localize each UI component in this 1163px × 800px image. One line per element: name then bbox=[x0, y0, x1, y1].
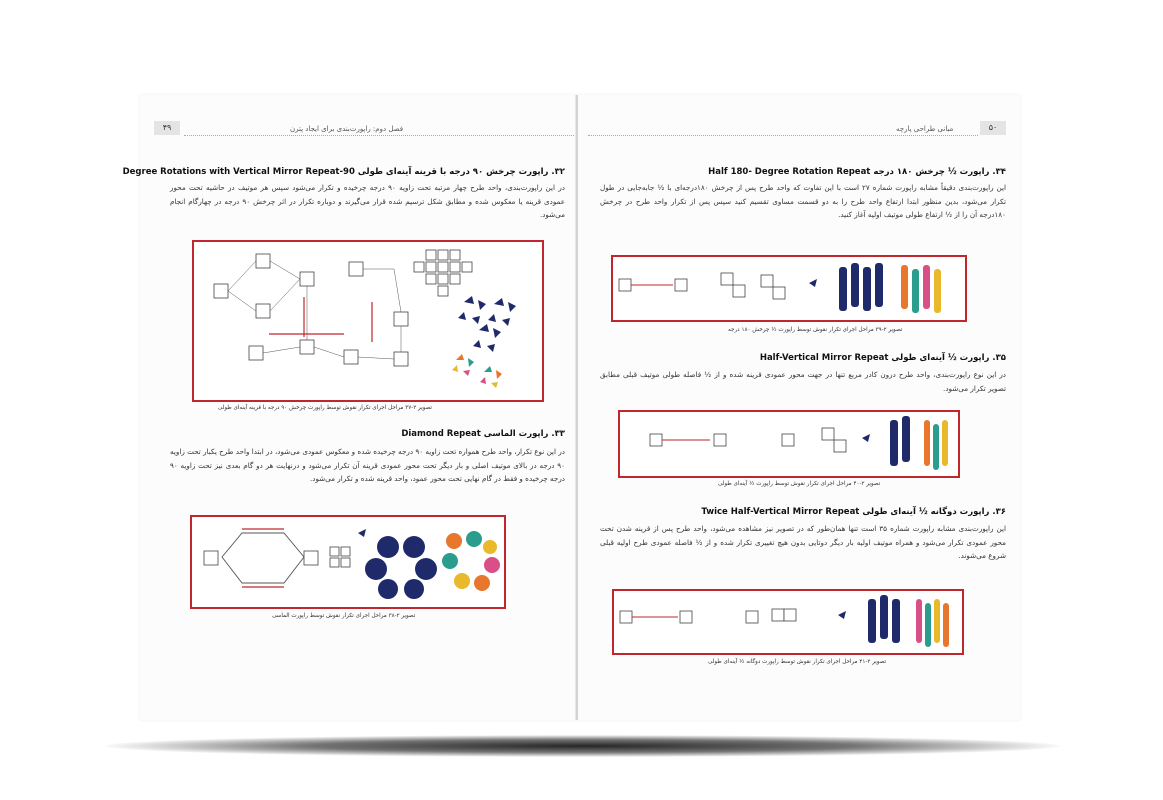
motif-box bbox=[214, 284, 228, 298]
left-page bbox=[122, 95, 578, 720]
navy-pinwheel-pattern bbox=[458, 296, 516, 352]
motif-grid bbox=[414, 250, 472, 296]
section-title: ۳۶. راپورت دوگانه ½ آینه‌ای طولی Twice Half-Vertical Mirror Repeat bbox=[701, 507, 1006, 517]
paragraph: این راپورت‌بندی مشابه راپورت شماره ۳۵ است تنها همان‌طور که در تصویر نیز مشاهده می‌شود، واحد طرح پس از قرینه شدن تحت محور عمودی تکرار می‌شود و همراه موتیف اولیه بار دیگر دوتایی بدون هیچ تغییری تکرار شده و از ½ فاصله عمودی طرح اولیه قبلی شروع می‌شوند. bbox=[600, 524, 1006, 560]
figure-40-diagram bbox=[620, 412, 958, 476]
running-header: مبانی طراحی پارچه bbox=[896, 125, 954, 133]
section-title: ۳۲. راپورت چرخش ۹۰ درجه با قرینه آینه‌ای طولی 90-Degree Rotations with Vertical Mirror Repeat bbox=[122, 167, 565, 177]
motif-box bbox=[300, 340, 314, 354]
motif-box bbox=[344, 350, 358, 364]
motif-box bbox=[256, 304, 270, 318]
paragraph: این راپورت‌بندی دقیقاً مشابه راپورت شماره ۲۷ است با این تفاوت که واحد طرح پس از چرخش ۱۸۰درجه‌ای با ½ جابه‌جایی در طول تکرار می‌شود، بدین منظور ابتدا ارتفاع واحد طرح را به دو قسمت مساوی تقسیم کنید سپس پس از تکرار واحد طرح در چرخش ۱۸۰درجه آن را از ½ ارتفاع طولی موتیف اولیه آغاز کنید. bbox=[600, 183, 1006, 219]
figure-caption: تصویر ۲-۳۷ مراحل اجرای تکرار نقوش توسط راپورت چرخش ۹۰ درجه با قرینه آینه‌ای طولی bbox=[218, 405, 432, 411]
section-title: ۳۵. راپورت ½ آینه‌ای طولی Half-Vertical Mirror Repeat bbox=[759, 353, 1006, 363]
motif-box bbox=[349, 262, 363, 276]
paragraph: در این نوع راپورت‌بندی، واحد طرح درون کادر مربع تنها در جهت محور عمودی قرینه شده و از ½ فاصله طولی موتیف قبلی مطابق تصویر تکرار می‌شود. bbox=[600, 370, 1006, 393]
right-page bbox=[578, 95, 1020, 720]
book-shadow bbox=[105, 735, 1060, 757]
header-rule bbox=[184, 135, 574, 136]
figure-38-diagram bbox=[192, 517, 504, 607]
figure-caption: تصویر ۲-۳۸ مراحل اجرای تکرار نقوش توسط راپورت الماسی bbox=[272, 613, 416, 619]
figure-caption: تصویر ۲-۴۰ مراحل اجرای تکرار نقوش توسط راپورت ½ آینه‌ای طولی bbox=[718, 481, 881, 487]
motif-box bbox=[256, 254, 270, 268]
motif-box bbox=[394, 312, 408, 326]
color-pinwheel-pattern bbox=[452, 354, 502, 388]
flow-arrows bbox=[228, 261, 401, 359]
figure-caption: تصویر ۲-۳۹ مراحل اجرای تکرار نقوش توسط راپورت ½ چرخش ۱۸۰ درجه bbox=[728, 327, 903, 333]
page-number: ۵۰ bbox=[980, 121, 1006, 135]
paragraph: در این راپورت‌بندی، واحد طرح چهار مرتبه تحت زاویه ۹۰ درجه چرخیده و تکرار می‌شود سپس هر موتیف در حاشیه تحت محور عمودی قرینه یا معکوس شده و مطابق شکل ترسیم شده قرار می‌گیرند و دوباره تکرار در اثر چرخش ۹۰ درجه در چهارگام انجام می‌شود. bbox=[170, 183, 565, 219]
figure-37 bbox=[192, 240, 544, 402]
motif-box bbox=[394, 352, 408, 366]
paragraph: در این نوع تکرار، واحد طرح همواره تحت زاویه ۹۰ درجه چرخیده شده و معکوس عمودی می‌شود، در ابتدا واحد طرح یکبار تحت زاویه ۹۰ درجه در بالای موتیف اصلی و بار دیگر تحت محور عمودی قرینه آن تکرار می‌شود و درنهایت هر دو گام بعدی نیز تحت زاویه ۹۰ درجه چرخیده و فقط در گام نهایی تحت محور عمود، واحد قرینه شده و تکرار می‌شود. bbox=[170, 447, 565, 483]
figure-41 bbox=[612, 589, 964, 655]
motif-box bbox=[300, 272, 314, 286]
figure-39-diagram bbox=[613, 257, 965, 320]
running-header: فصل دوم: راپورت‌بندی برای ایجاد پترن bbox=[290, 125, 404, 133]
section-title: ۳۳. راپورت الماسی Diamond Repeat bbox=[401, 429, 565, 439]
figure-caption: تصویر ۲-۴۱ مراحل اجرای تکرار نقوش توسط راپورت دوگانه ½ آینه‌ای طولی bbox=[708, 659, 887, 665]
figure-41-diagram bbox=[614, 591, 962, 653]
figure-37-diagram bbox=[194, 242, 542, 400]
figure-38 bbox=[190, 515, 506, 609]
page-number: ۴۹ bbox=[154, 121, 180, 135]
motif-box bbox=[249, 346, 263, 360]
figure-39 bbox=[611, 255, 967, 322]
book-spread bbox=[122, 95, 1020, 720]
header-rule bbox=[588, 135, 978, 136]
figure-40 bbox=[618, 410, 960, 478]
section-title: ۳۴. راپورت ½ چرخش ۱۸۰ درجه Half 180- Degree Rotation Repeat bbox=[708, 167, 1006, 177]
